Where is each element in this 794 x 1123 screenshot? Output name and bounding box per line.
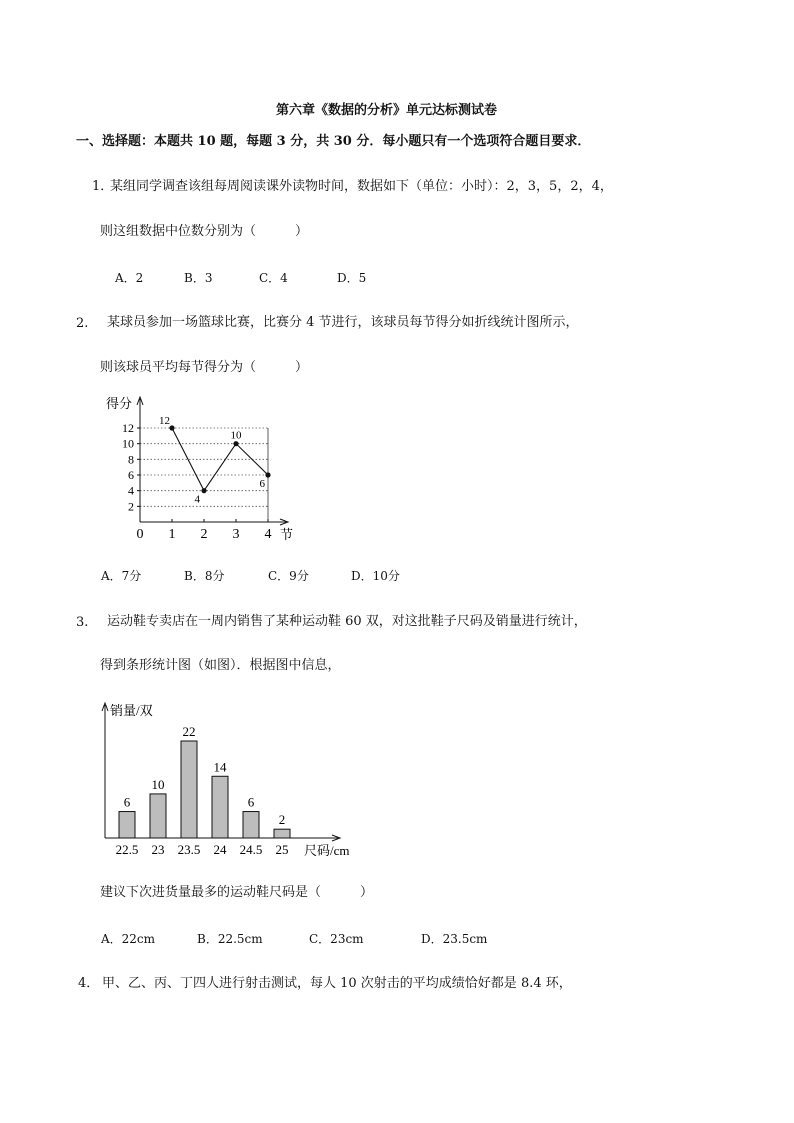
section-heading: 一、选择题：本题共 10 题，每题 3 分，共 30 分．每小题只有一个选项符合题目要求． [76, 134, 591, 149]
option-c[interactable]: C．4 [259, 271, 288, 285]
option-d[interactable]: D．10分 [351, 569, 400, 583]
y-tick-label: 8 [128, 452, 134, 467]
data-label: 12 [159, 415, 170, 427]
bar-value-label: 2 [278, 812, 286, 828]
x-tick-label: 4 [264, 527, 272, 542]
x-axis-label: 节 [280, 527, 294, 542]
option-a[interactable]: A．22cm [101, 932, 156, 946]
data-point [169, 425, 174, 430]
question-number: 3. [76, 615, 89, 630]
x-tick-label: 3 [232, 527, 240, 542]
x-tick-label: 1 [168, 527, 176, 542]
option-d[interactable]: D．5 [337, 271, 367, 285]
option-c[interactable]: C．23cm [309, 932, 364, 946]
option-c[interactable]: C．9分 [268, 569, 309, 583]
x-axis-label: 尺码/cm [304, 843, 350, 858]
question-text: 运动鞋专卖店在一周内销售了某种运动鞋 60 双，对这批鞋子尺码及销量进行统计， [107, 614, 587, 629]
x-tick-label: 22.5 [115, 842, 139, 857]
bar-value-label: 10 [151, 776, 165, 792]
question-number: 2. [76, 316, 89, 331]
x-tick-label: 23 [151, 842, 165, 857]
y-tick-label: 2 [128, 499, 134, 514]
option-b[interactable]: B．8分 [184, 569, 225, 583]
y-tick-label: 12 [122, 421, 134, 435]
option-b[interactable]: B．22.5cm [197, 932, 263, 946]
bar-value-label: 22 [182, 724, 196, 739]
question-text: 甲、乙、丙、丁四人进行射击测试，每人 10 次射击的平均成绩恰好都是 8.4 环， [102, 976, 572, 991]
x-tick-label: 2 [200, 527, 208, 542]
bar [212, 776, 228, 838]
question-text: 某球员参加一场篮球比赛，比赛分 4 节进行，该球员每节得分如折线统计图所示， [107, 315, 579, 330]
option-a[interactable]: A．2 [115, 271, 144, 285]
x-tick-label: 0 [136, 527, 144, 542]
data-point [265, 472, 270, 477]
bar [243, 812, 259, 838]
y-tick-label: 10 [122, 436, 134, 451]
page-title: 第六章《数据的分析》单元达标测试卷 [276, 103, 498, 118]
data-label: 6 [259, 478, 265, 490]
bar-chart [98, 697, 368, 862]
x-tick-label: 24.5 [239, 842, 263, 857]
question-number: 1． [92, 179, 114, 194]
y-tick-label: 4 [128, 483, 134, 498]
y-axis-label: 销量/双 [110, 703, 153, 718]
question-text: 则这组数据中位数分别为（ ） [100, 224, 309, 239]
question-text: 建议下次进货量最多的运动鞋尺码是（ ） [100, 885, 374, 900]
data-point [201, 488, 206, 493]
question-text: 某组同学调查该组每周阅读课外读物时间，数据如下（单位：小时）：2，3，5，2，4， [110, 179, 613, 194]
bar-value-label: 6 [123, 794, 131, 810]
option-b[interactable]: B．3 [184, 271, 213, 285]
x-tick-label: 23.5 [177, 842, 201, 857]
bar-value-label: 14 [213, 759, 227, 775]
question-text: 则该球员平均每节得分为（ ） [100, 360, 309, 375]
data-label: 4 [194, 493, 200, 506]
bar [181, 741, 197, 838]
line-chart [100, 393, 300, 543]
data-label: 10 [230, 429, 242, 442]
bar-value-label: 6 [247, 794, 255, 810]
data-point [233, 441, 238, 446]
question-text: 得到条形统计图（如图）．根据图中信息， [100, 658, 341, 673]
x-tick-label: 25 [275, 842, 289, 857]
option-d[interactable]: D．23.5cm [421, 932, 488, 946]
x-tick-label: 24 [213, 842, 227, 857]
option-a[interactable]: A．7分 [101, 569, 142, 583]
bar [150, 794, 166, 838]
y-tick-label: 6 [128, 468, 134, 482]
y-axis-label: 得分 [106, 396, 133, 411]
bar [274, 829, 290, 838]
question-number: 4． [78, 976, 100, 991]
bar [119, 812, 135, 838]
